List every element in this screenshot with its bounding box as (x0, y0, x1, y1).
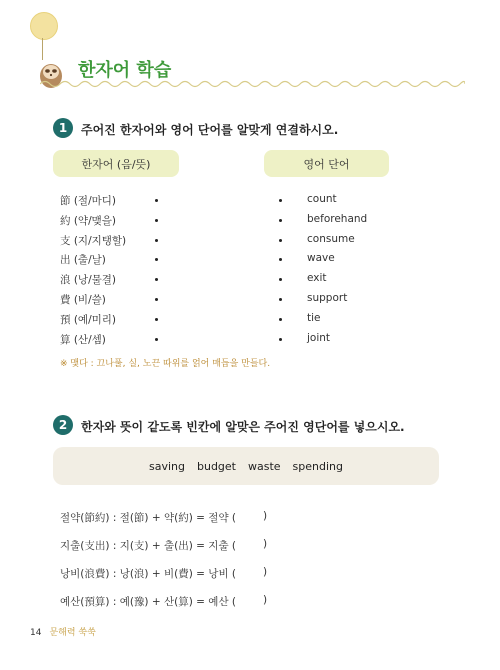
balloon-icon (30, 12, 58, 40)
equation-line-1: 절약(節約) : 절(節) + 약(約) = 절약 ( (60, 512, 237, 524)
question-number-1: 1 (53, 118, 73, 138)
question-1-text: 주어진 한자어와 영어 단어를 알맞게 연결하시오. (81, 123, 339, 137)
word-bank-item: budget (196, 459, 236, 473)
match-dot-right[interactable] (279, 239, 282, 242)
close-paren: ) (263, 538, 268, 550)
hanja-word: 浪 (낭/물결) (60, 274, 116, 286)
question-number-2: 2 (53, 415, 73, 435)
close-paren: ) (263, 510, 268, 522)
equation-line-3: 낭비(浪費) : 낭(浪) + 비(費) = 낭비 ( (60, 568, 237, 580)
match-dot-right[interactable] (279, 278, 282, 281)
english-word: support (307, 292, 348, 304)
match-dot-left[interactable] (155, 338, 158, 341)
hanja-word: 支 (지/지탱할) (60, 235, 127, 247)
english-word: tie (307, 312, 321, 324)
word-bank-item: spending (292, 459, 343, 473)
footer (30, 625, 96, 638)
english-word: count (307, 193, 337, 205)
word-bank-item: waste (247, 459, 281, 473)
close-paren: ) (263, 566, 268, 578)
book-title: 문해력 쑥쑥 (49, 628, 96, 638)
hanja-word: 節 (절/마디) (60, 195, 116, 207)
match-dot-left[interactable] (155, 239, 158, 242)
match-dot-right[interactable] (279, 298, 282, 301)
footnote: ※ 맺다 : 끄나풀, 실, 노끈 따위를 얽어 매듭을 만들다. (60, 359, 271, 369)
english-word: consume (307, 233, 355, 245)
match-dot-left[interactable] (155, 278, 158, 281)
hanja-column-header: 한자어 (음/뜻) (53, 150, 179, 177)
english-column-header: 영어 단어 (264, 150, 389, 177)
match-dot-left[interactable] (155, 258, 158, 261)
match-dot-left[interactable] (155, 219, 158, 222)
hanja-word: 算 (산/셈) (60, 334, 106, 346)
english-word: exit (307, 272, 327, 284)
english-word: beforehand (307, 213, 368, 225)
title-underline-wave (40, 78, 465, 90)
match-dot-right[interactable] (279, 338, 282, 341)
match-dot-left[interactable] (155, 298, 158, 301)
word-bank (53, 447, 439, 485)
page-title: 한자어 학습 (78, 60, 172, 81)
page-number: 14 (30, 628, 42, 638)
equation-line-4: 예산(預算) : 예(豫) + 산(算) = 예산 ( (60, 596, 237, 608)
match-dot-right[interactable] (279, 318, 282, 321)
question-2-text: 한자와 뜻이 같도록 빈칸에 알맞은 주어진 영단어를 넣으시오. (81, 420, 405, 434)
word-bank-item: saving (148, 459, 185, 473)
close-paren: ) (263, 594, 268, 606)
match-dot-right[interactable] (279, 199, 282, 202)
english-word: wave (307, 252, 335, 264)
equation-line-2: 지출(支出) : 지(支) + 출(出) = 지출 ( (60, 540, 237, 552)
hanja-word: 費 (비/쓸) (60, 294, 106, 306)
match-dot-left[interactable] (155, 199, 158, 202)
english-word: joint (307, 332, 331, 344)
hanja-word: 預 (예/미리) (60, 314, 116, 326)
match-dot-right[interactable] (279, 219, 282, 222)
match-dot-right[interactable] (279, 258, 282, 261)
hanja-word: 出 (출/날) (60, 254, 106, 266)
match-dot-left[interactable] (155, 318, 158, 321)
hanja-word: 約 (약/맺을) (60, 215, 116, 227)
